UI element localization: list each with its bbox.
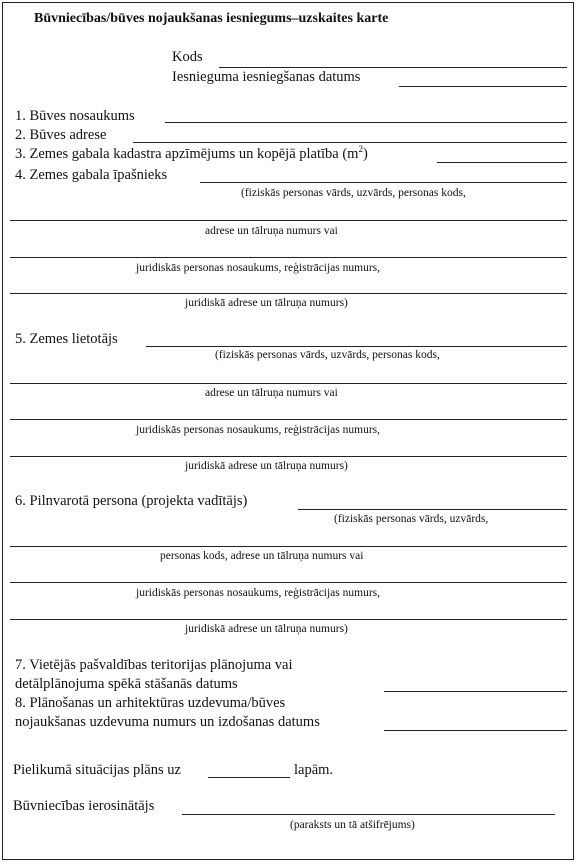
item5-label: 5. Zemes lietotājs xyxy=(15,331,118,347)
item1-field[interactable] xyxy=(165,122,567,123)
item5-line-3[interactable] xyxy=(10,419,567,420)
item5-line-4[interactable] xyxy=(10,456,567,457)
item7-field[interactable] xyxy=(384,691,567,692)
signature-field[interactable] xyxy=(182,814,555,815)
kods-label: Kods xyxy=(172,49,203,65)
item5-hint-addr: adrese un tālruņa numurs vai xyxy=(205,387,338,399)
signature-hint: (paraksts un tā atšifrējums) xyxy=(290,819,415,831)
annex-pages-field[interactable] xyxy=(208,777,290,778)
date-field[interactable] xyxy=(399,86,567,87)
initiator-label: Būvniecības ierosinātājs xyxy=(13,798,155,814)
item2-label: 2. Būves adrese xyxy=(15,127,107,143)
item6-hint-jur-addr: juridiskā adrese un tālruņa numurs) xyxy=(185,623,348,635)
item6-label: 6. Pilnvarotā persona (projekta vadītājs) xyxy=(15,493,248,509)
item4-line-4[interactable] xyxy=(10,293,567,294)
annex-suffix: lapām. xyxy=(294,762,334,778)
item6-hint-jur: juridiskās personas nosaukums, reģistrācijas numurs, xyxy=(136,587,381,599)
item5-hint-jur: juridiskās personas nosaukums, reģistrācijas numurs, xyxy=(136,424,381,436)
item4-hint-addr: adrese un tālruņa numurs vai xyxy=(205,225,338,237)
item5-line-2[interactable] xyxy=(10,383,567,384)
item6-hint-phys: (fiziskās personas vārds, uzvārds, xyxy=(334,513,489,525)
item3-field[interactable] xyxy=(437,162,567,163)
item5-hint-jur-addr: juridiskā adrese un tālruņa numurs) xyxy=(185,460,348,472)
item6-hint-code-addr: personas kods, adrese un tālruņa numurs vai xyxy=(160,550,364,562)
item4-hint-jur: juridiskās personas nosaukums, reģistrācijas numurs, xyxy=(136,262,381,274)
item3-label: 3. Zemes gabala kadastra apzīmējums un kopējā platība $(m^2)$ xyxy=(15,144,368,162)
form-title: Būvniecības/būves nojaukšanas iesniegums–uzskaites karte xyxy=(34,11,389,26)
item6-line-2[interactable] xyxy=(10,546,567,547)
kods-field[interactable] xyxy=(219,67,567,68)
item8-field[interactable] xyxy=(384,730,567,731)
item1-label: 1. Būves nosaukums xyxy=(15,108,135,124)
item4-field[interactable] xyxy=(200,182,567,183)
item7-label-line1: 7. Vietējās pašvaldības teritorijas plānojuma vai xyxy=(15,657,293,673)
item6-field[interactable] xyxy=(298,509,567,510)
item8-label-line1: 8. Plānošanas un arhitektūras uzdevuma/būves xyxy=(15,695,286,711)
item5-field[interactable] xyxy=(146,346,567,347)
date-label: Iesnieguma iesniegšanas datums xyxy=(172,69,361,85)
item8-label-line2: nojaukšanas uzdevuma numurs un izdošanas datums xyxy=(15,714,320,730)
item4-hint-phys: (fiziskās personas vārds, uzvārds, personas kods, xyxy=(241,187,466,199)
annex-label: Pielikumā situācijas plāns uz xyxy=(13,762,181,778)
item4-hint-jur-addr: juridiskā adrese un tālruņa numurs) xyxy=(185,297,348,309)
item4-label: 4. Zemes gabala īpašnieks xyxy=(15,167,168,183)
item4-line-3[interactable] xyxy=(10,257,567,258)
item2-field[interactable] xyxy=(133,142,567,143)
item5-hint-phys: (fiziskās personas vārds, uzvārds, personas kods, xyxy=(215,349,440,361)
item6-line-3[interactable] xyxy=(10,582,567,583)
item4-line-2[interactable] xyxy=(10,220,567,221)
item7-label-line2: detālplānojuma spēkā stāšanās datums xyxy=(15,676,238,692)
item6-line-4[interactable] xyxy=(10,619,567,620)
